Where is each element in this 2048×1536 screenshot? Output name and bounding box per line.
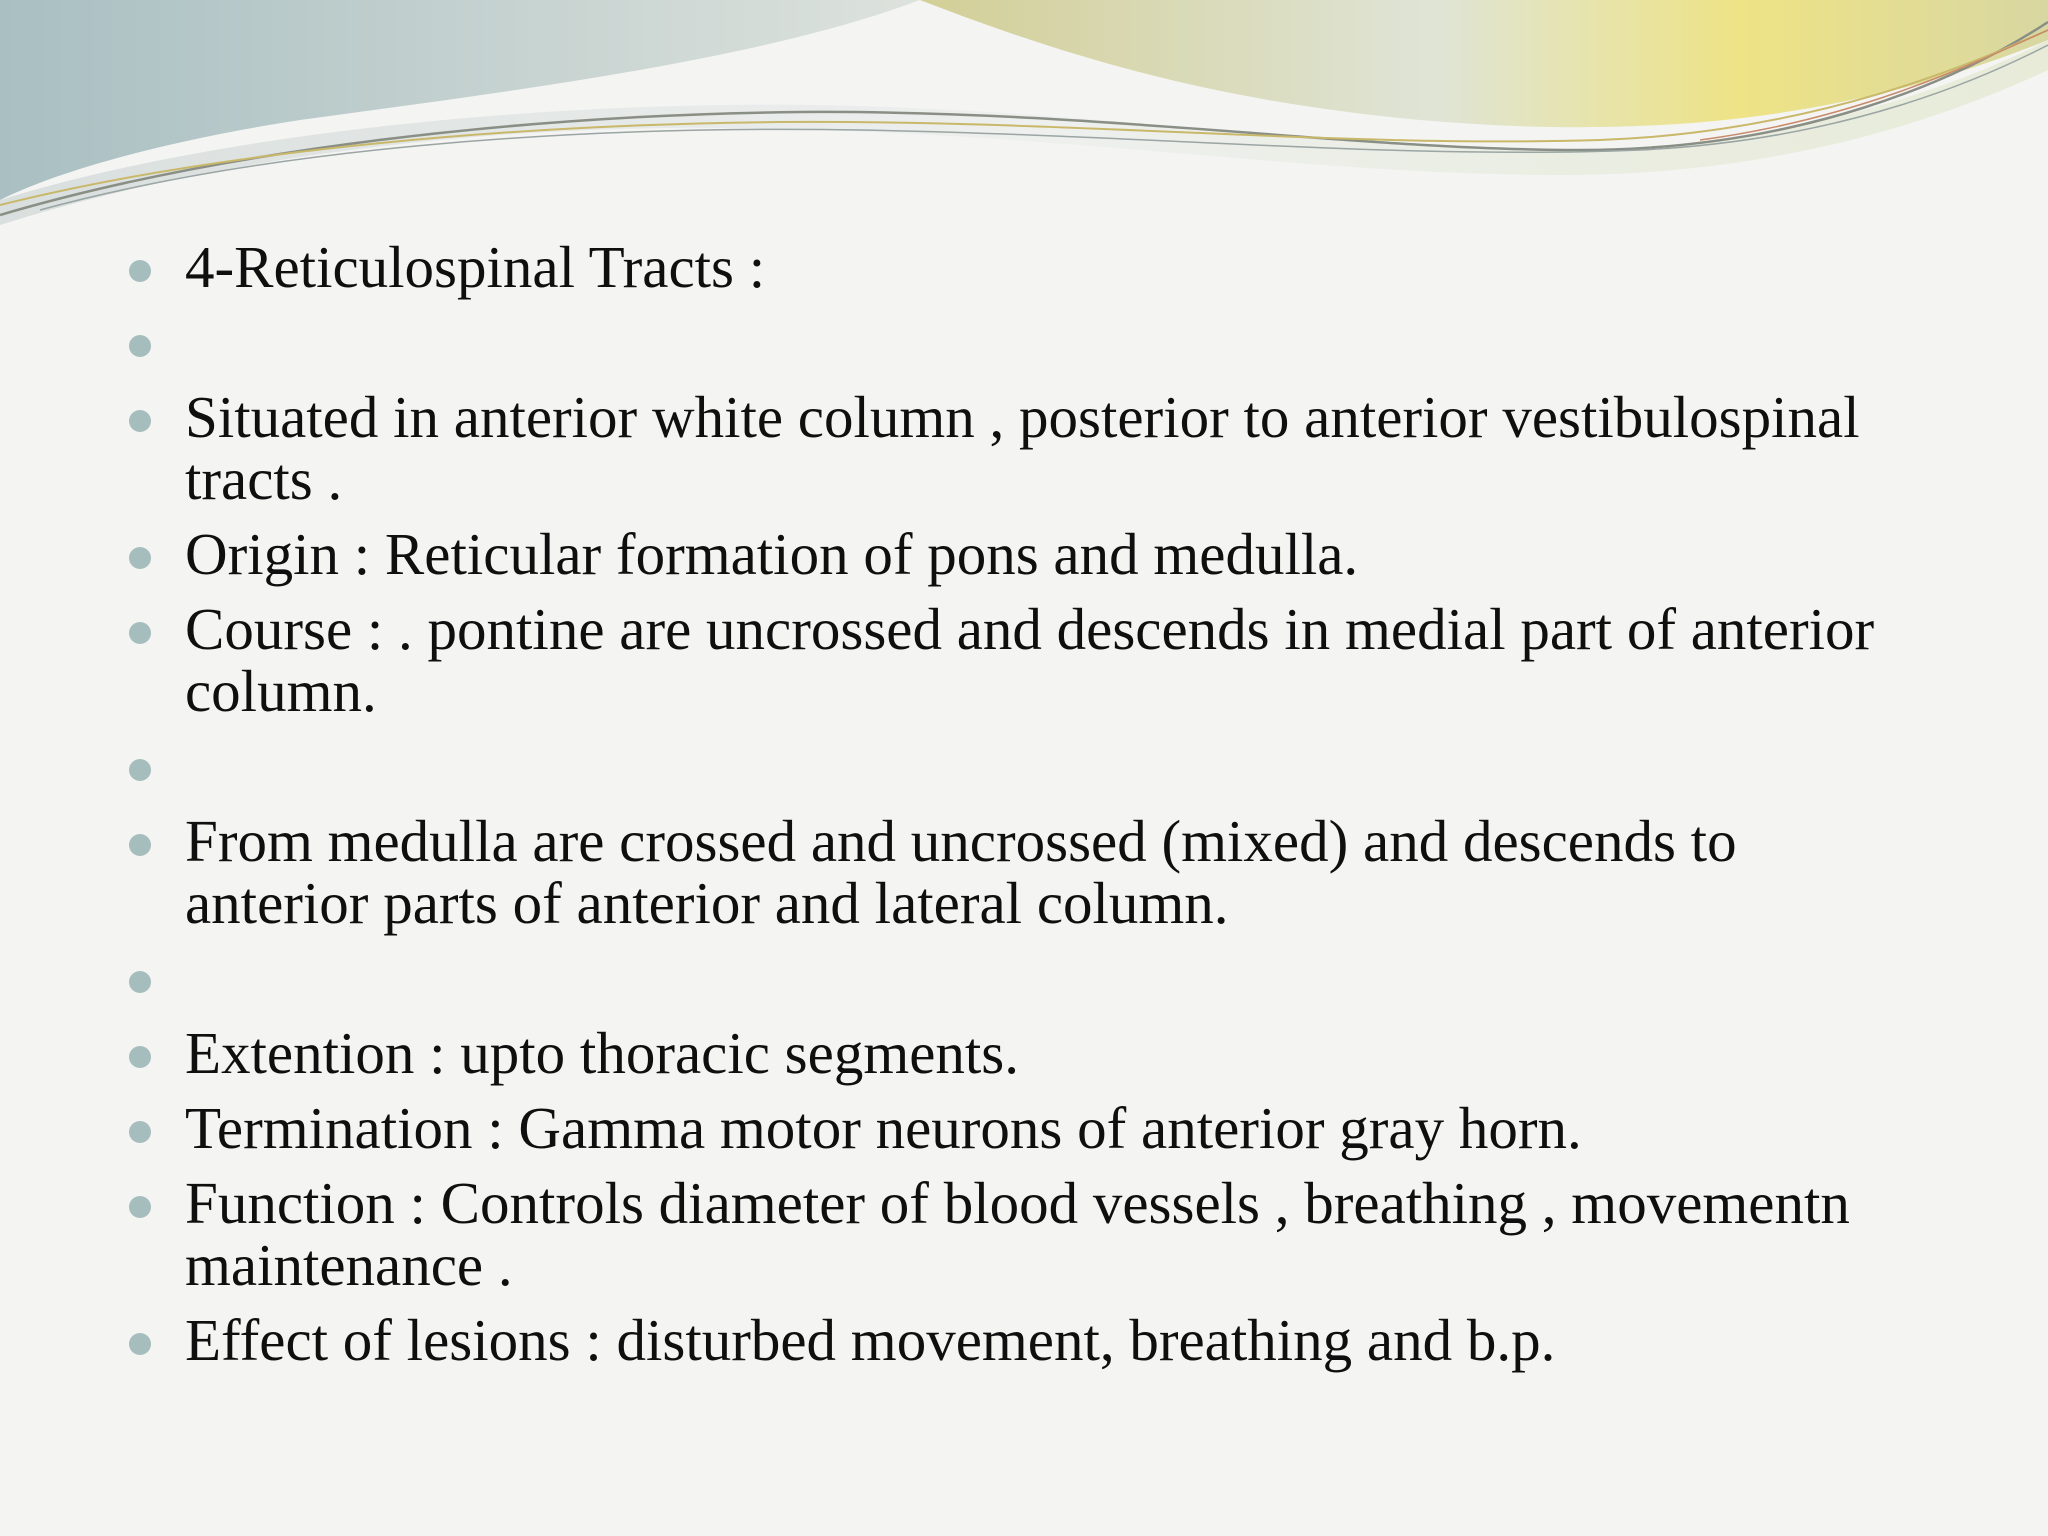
bullet-item [125,947,1925,1009]
bullet-icon [129,1333,151,1355]
bullet-icon [129,335,151,357]
bullet-icon [129,1046,151,1068]
bullet-text: Termination : Gamma motor neurons of anterior gray horn. [185,1095,1582,1161]
bullet-item [125,236,1925,298]
bullet-text: Situated in anterior white column , posterior to anterior vestibulospinal tracts . [185,384,1860,512]
header-wave-decoration [0,0,2048,240]
bullet-icon [129,547,151,569]
bullet-text: Effect of lesions : disturbed movement, breathing and b.p. [185,1307,1556,1373]
bullet-text: Course : . pontine are uncrossed and descends in medial part of anterior column. [185,596,1875,724]
bullet-text: Extention : upto thoracic segments. [185,1020,1020,1086]
bullet-text: Origin : Reticular formation of pons and medulla. [185,521,1359,587]
bullet-text [185,311,1925,373]
bullet-icon [129,834,151,856]
bullet-item [125,1097,1925,1159]
bullet-icon [129,971,151,993]
bullet-item [125,311,1925,373]
bullet-text: Function : Controls diameter of blood vessels , breathing , movementn maintenance . [185,1170,1850,1298]
bullet-text [185,947,1925,1009]
bullet-icon [129,622,151,644]
bullet-icon [129,260,151,282]
bullet-text [185,735,1925,797]
bullet-item [125,735,1925,797]
bullet-icon [129,410,151,432]
bullet-item [125,523,1925,585]
bullet-list [125,236,1925,1371]
bullet-item [125,386,1925,510]
bullet-item [125,1172,1925,1296]
bullet-text: From medulla are crossed and uncrossed (mixed) and descends to anterior parts of anterior and lateral column. [185,808,1737,936]
bullet-icon [129,759,151,781]
bullet-item [125,1022,1925,1084]
bullet-item [125,810,1925,934]
bullet-icon [129,1196,151,1218]
bullet-icon [129,1121,151,1143]
bullet-item [125,598,1925,722]
bullet-item [125,1309,1925,1371]
bullet-text: 4-Reticulospinal Tracts : [185,234,766,300]
